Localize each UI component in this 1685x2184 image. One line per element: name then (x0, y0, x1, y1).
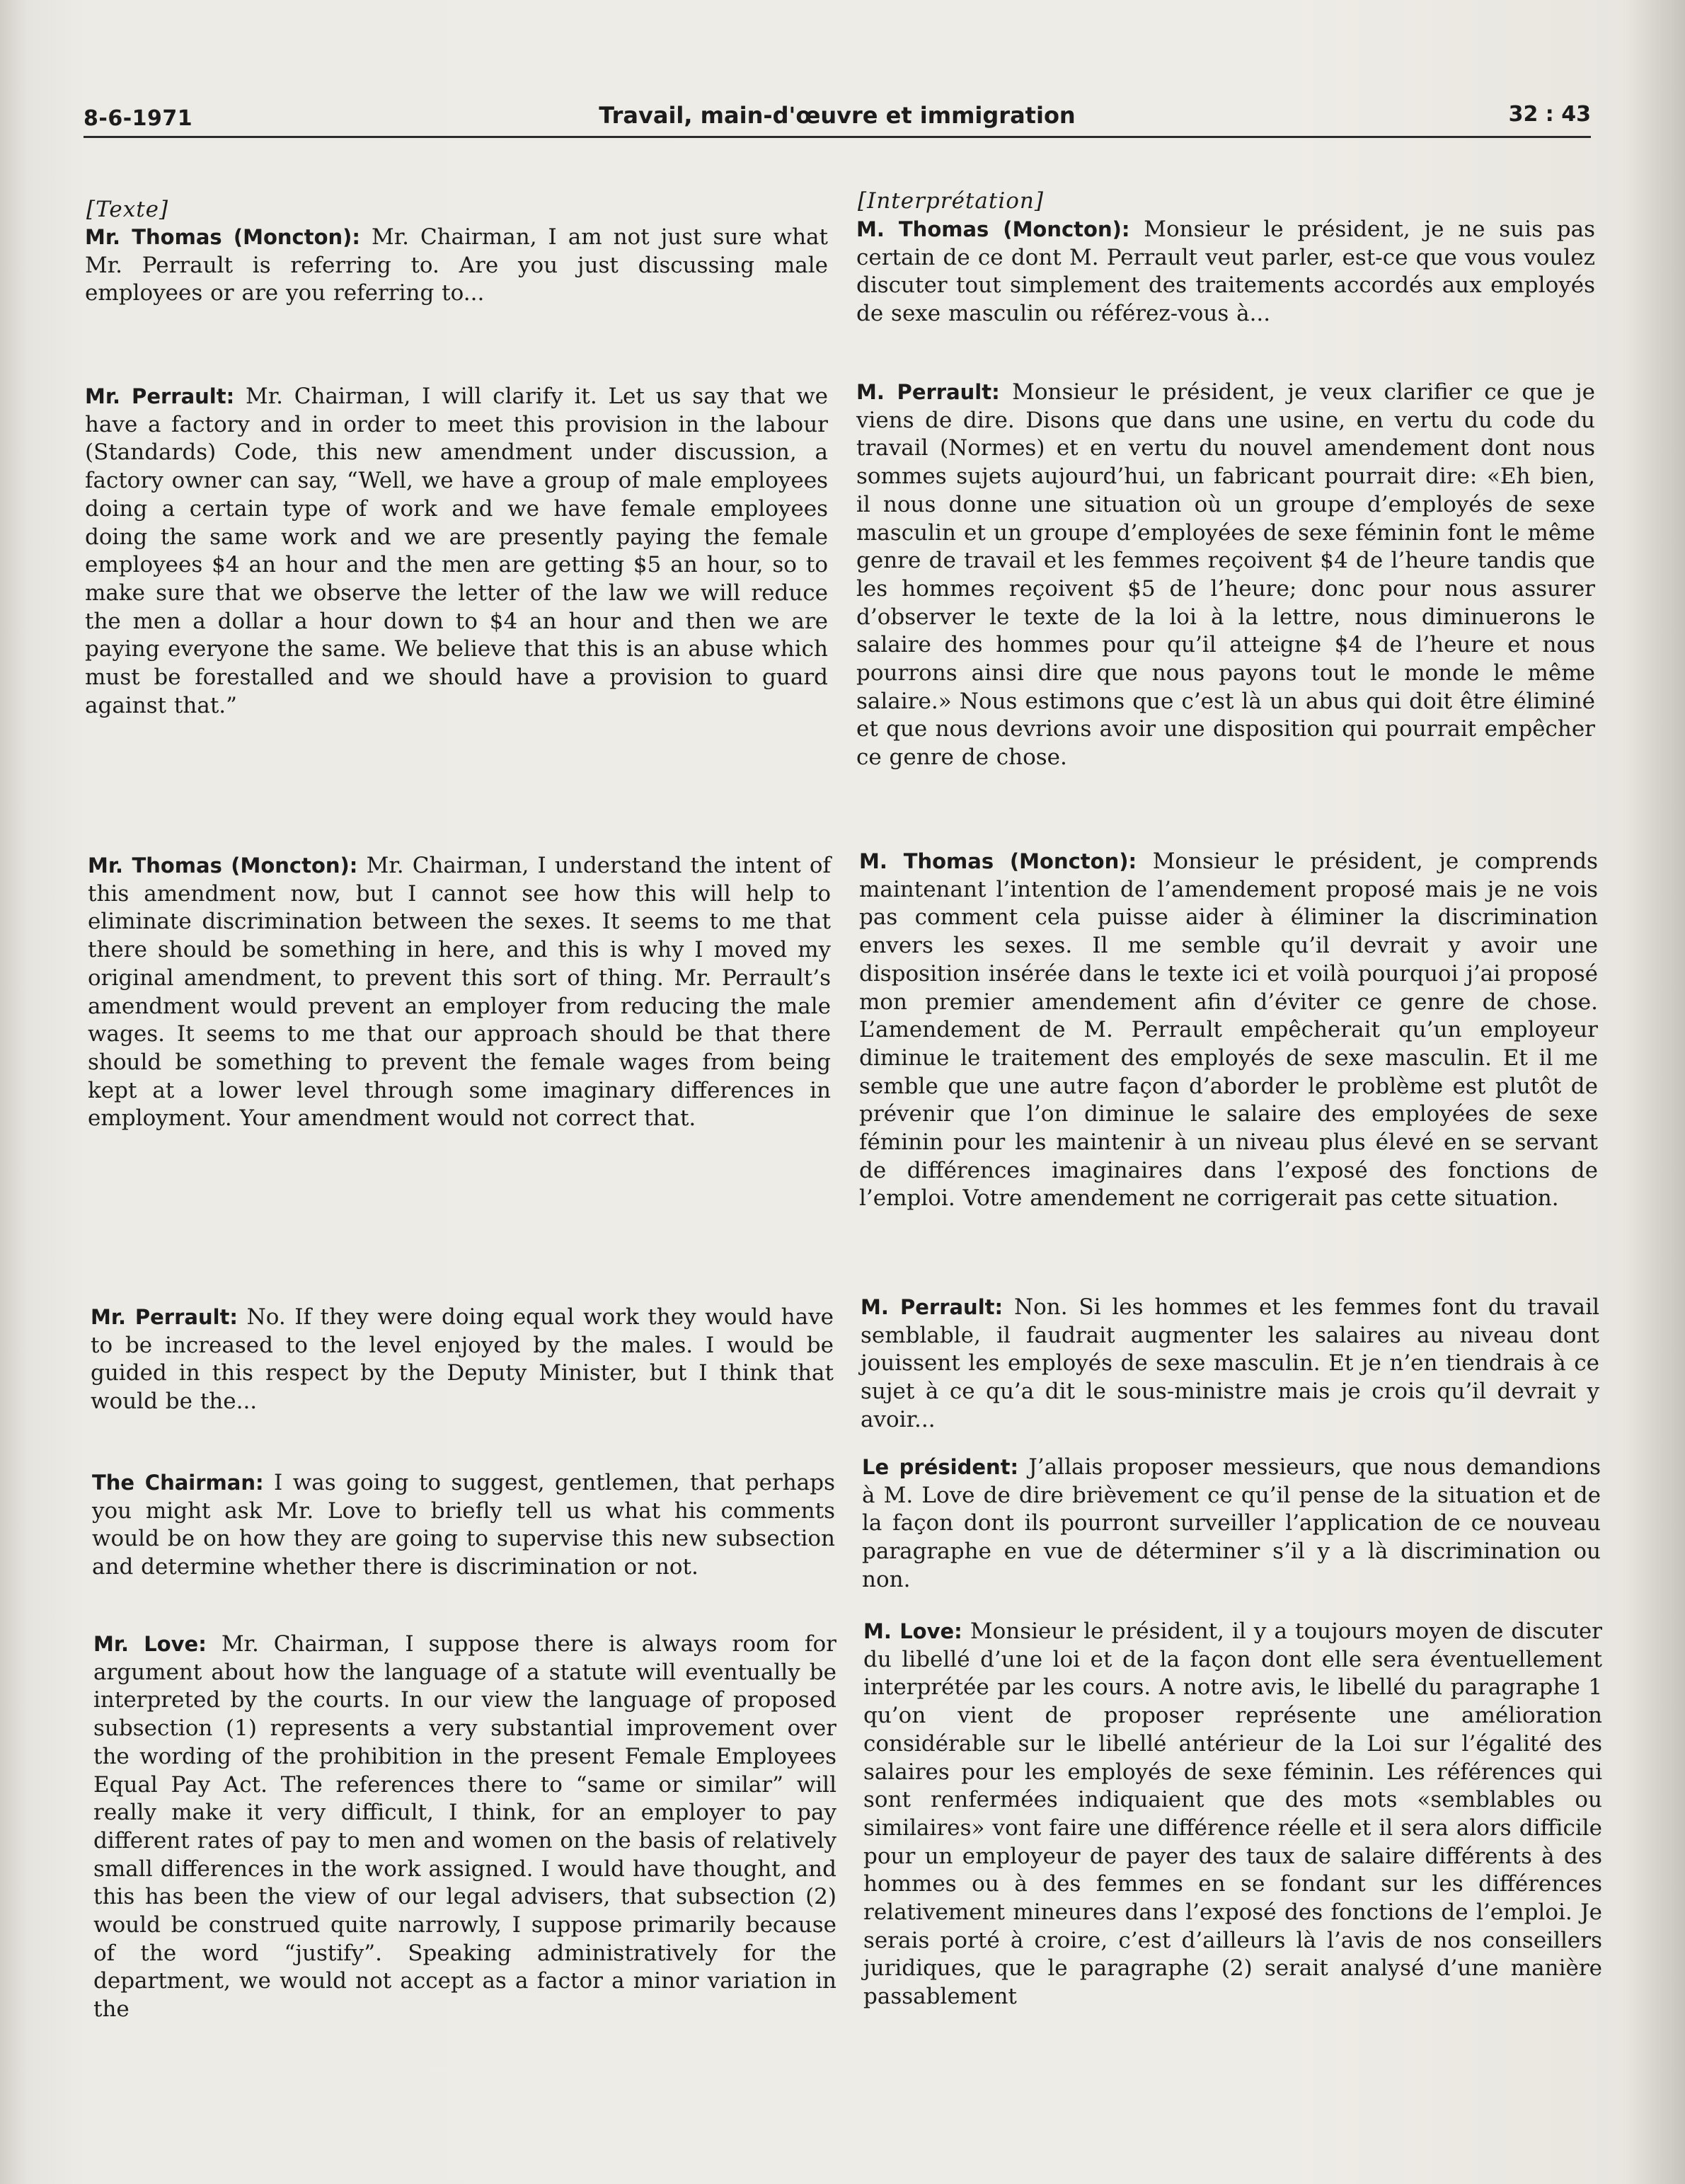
speaker-name: Mr. Perrault: (91, 1305, 238, 1329)
header-title: Travail, main-d'œuvre et immigration (599, 102, 1076, 129)
speaker-name: Mr. Thomas (Moncton): (85, 225, 361, 249)
speaker-name: M. Perrault: (856, 380, 1000, 404)
paragraph-text: I was going to suggest, gentlemen, that perhaps you might ask Mr. Love to briefly tell us what his comments would be on how they are going to supervise this new subsection and determine whether there is discrimination or not. (92, 1470, 835, 1580)
speaker-name: The Chairman: (92, 1471, 264, 1495)
paragraph-text: Mr. Chairman, I understand the intent of this amendment now, but I cannot see how this will help to eliminate discrimination between the sexes. It seems to me that there should be something in here, and this is why I moved my original amendment, to prevent this sort of thing. Mr. Perrault’s amendment would prevent an employer from reducing the male wages. It seems to me that our approach should be that there should be something to prevent the female wages from being kept at a lower level through some imaginary differences in employment. Your amendment would not correct that. (88, 853, 831, 1132)
paragraph-text: Monsieur le président, je ne suis pas certain de ce dont M. Perrault veut parler, est-ce que vous voulez discuter tout simplement des traitements accordés aux employés de sexe masculin ou référez-vous à... (856, 217, 1595, 327)
header-date: 8-6-1971 (84, 106, 193, 131)
language-label-interpretation: [Interprétation] (858, 188, 1044, 214)
speaker-name: M. Perrault: (861, 1295, 1003, 1319)
paragraph (93, 1631, 836, 2024)
paragraph (92, 1469, 835, 1582)
paragraph (856, 379, 1595, 772)
paragraph-text: Mr. Chairman, I suppose there is always room for argument about how the language of a statute will eventually be interpreted by the courts. In our view the language of proposed subsection (1) represents a very substantial improvement over the wording of the prohibition in the present Female Employees Equal Pay Act. The references there to “same or similar” will really make it very difficult, I think, for an employer to pay different rates of pay to men and women on the basis of relatively small differences in the work assigned. I would have thought, and this has been the view of our legal advisers, that subsection (2) would be construed quite narrowly, I suppose primarily because of the word “justify”. Speaking administratively for the department, we would not accept as a factor a minor variation in the (93, 1631, 836, 2023)
paragraph-text: Monsieur le président, je veux clarifier ce que je viens de dire. Disons que dans une usine, en vertu du code du travail (Normes) et en vertu du nouvel amendement dont nous sommes sujets aujourd’hui, un fabricant pourrait dire: «Eh bien, il nous donne une situation où un groupe d’employés de sexe masculin et un groupe d’employées de sexe féminin font le même genre de travail et les femmes reçoivent $4 de l’heure tandis que les hommes reçoivent $5 de l’heure; donc pour nous assurer d’observer le texte de la loi à la lettre, nous diminuerons le salaire des hommes pour qu’il atteigne $4 de l’heure et nous pourrons ainsi dire que nous payons tout le monde le même salaire.» Nous estimons que c’est là un abus qui doit être éliminé et que nous devrions avoir une disposition qui pourrait empêcher ce genre de chose. (856, 379, 1595, 771)
speaker-name: Mr. Perrault: (85, 384, 235, 408)
paragraph-text: Monsieur le président, il y a toujours moyen de discuter du libellé d’une loi et de la façon dont elle sera éventuellement interprétée par les cours. A notre avis, le libellé du paragraphe 1 qu’on vient de proposer représente une amélioration considérable sur le libellé antérieur de la Loi sur l’égalité des salaires pour les employés de sexe féminin. Les références qui sont renfermées indiquaient que des mots «semblables ou similaires» vont faire une différence réelle et il sera alors difficile pour un employeur de payer des taux de salaire différents à des hommes ou à des femmes en se fondant sur les différences relativement mineures dans l’exposé des fonctions de l’emploi. Je serais porté à croire, c’est d’ailleurs là l’avis de nos conseillers juridiques, que le paragraphe (2) serait analysé d’une manière passablement (863, 1619, 1603, 2010)
paragraph-text: No. If they were doing equal work they would have to be increased to the level enjoyed by the males. I would be guided in this respect by the Deputy Minister, but I think that would be the... (91, 1304, 834, 1415)
paragraph-text: J’allais proposer messieurs, que nous demandions à M. Love de dire brièvement ce qu’il pense de la situation et de la façon dont ils pourront surveiller l’application de ce nouveau paragraphe en vue de déterminer s’il y a là discrimination ou non. (862, 1454, 1601, 1592)
speaker-name: Le président: (862, 1455, 1019, 1479)
speaker-name: M. Love: (863, 1619, 962, 1643)
speaker-name: Mr. Love: (93, 1632, 207, 1656)
paragraph (859, 848, 1598, 1213)
paragraph (862, 1454, 1601, 1594)
paragraph (861, 1294, 1599, 1435)
paragraph-text: Mr. Chairman, I will clarify it. Let us say that we have a factory and in order to meet this provision in the labour (Standards) Code, this new amendment under discussion, a factory owner can say, “Well, we have a group of male employees doing a certain type of work and we have female employees doing the same work and we are presently paying the female employees $4 an hour and the men are getting $5 an hour, so to make sure that we observe the letter of the law we will reduce the men a dollar a hour down to $4 an hour and then we are paying everyone the same. We believe that this is an abuse which must be forestalled and we should have a provision to guard against that.” (85, 384, 828, 718)
speaker-name: M. Thomas (Moncton): (856, 217, 1130, 241)
paragraph-text: Mr. Chairman, I am not just sure what Mr. Perrault is referring to. Are you just discussing male employees or are you referring to... (85, 224, 828, 306)
language-label-texte: [Texte] (86, 197, 169, 222)
paragraph (863, 1618, 1602, 2011)
page-edge-shadow (1621, 0, 1685, 2184)
paragraph (856, 216, 1595, 328)
speaker-name: M. Thomas (Moncton): (859, 849, 1137, 873)
paragraph (85, 383, 828, 720)
running-header (84, 99, 1591, 138)
paragraph (88, 852, 831, 1133)
header-page-number: 32 : 43 (1508, 102, 1591, 127)
speaker-name: Mr. Thomas (Moncton): (88, 854, 358, 878)
paragraph (91, 1304, 834, 1416)
paragraph-text: Non. Si les hommes et les femmes font du travail semblable, il faudrait augmenter les salaires au niveau dont jouissent les employés de sexe masculin. Et je n’en tiendrais à ce sujet à ce qu’a dit le sous-ministre mais je crois qu’il devrait y avoir... (861, 1294, 1599, 1432)
paragraph-text: Monsieur le président, je comprends maintenant l’intention de l’amendement proposé mais je ne vois pas comment cela puisse aider à éliminer la discrimination envers les sexes. Il me semble qu’il devrait y avoir une disposition insérée dans le texte ici et voilà pourquoi j’ai proposé mon premier amendement afin d’éviter ce genre de chose. L’amendement de M. Perrault empêcherait qu’un employeur diminue le traitement des employés de sexe masculin. Et il me semble que une autre façon d’aborder le problème est plutôt de prévenir que l’on diminue le salaire des employées de sexe féminin pour les maintenir à un niveau plus élevé en se servant de différences imaginaires dans l’exposé des fonctions de l’emploi. Votre amendement ne corrigerait pas cette situation. (859, 849, 1599, 1212)
paragraph (85, 224, 828, 308)
